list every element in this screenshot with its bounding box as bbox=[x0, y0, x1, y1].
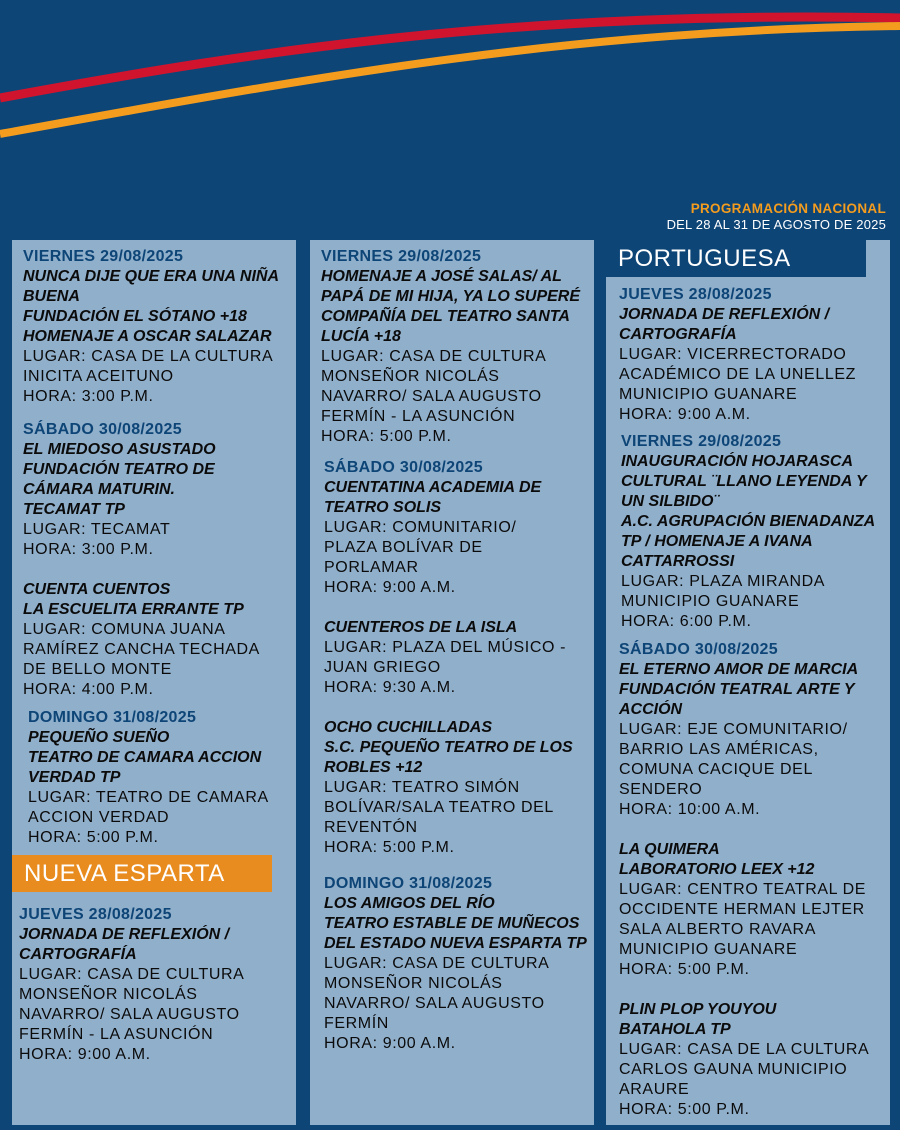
event-info-line: LUGAR: COMUNITARIO/ bbox=[324, 519, 517, 536]
event-item bbox=[23, 580, 260, 700]
event-title-line: ACCIÓN bbox=[619, 701, 683, 718]
event-title-line: HOMENAJE A JOSÉ SALAS/ AL bbox=[321, 268, 562, 285]
event-info-line: MONSEÑOR NICOLÁS bbox=[324, 975, 503, 992]
event-info-line: HORA: 5:00 P.M. bbox=[619, 1101, 750, 1118]
event-info-line: ACADÉMICO DE LA UNELLEZ bbox=[619, 366, 856, 383]
header bbox=[667, 201, 886, 232]
event-title-line: INAUGURACIÓN HOJARASCA bbox=[621, 453, 854, 470]
event-info-line: LUGAR: PLAZA MIRANDA bbox=[621, 573, 826, 590]
event-info-line: LUGAR: TEATRO SIMÓN bbox=[324, 779, 520, 796]
event-date: VIERNES 29/08/2025 bbox=[23, 248, 184, 265]
event-item bbox=[619, 285, 856, 425]
event-info-line: HORA: 5:00 P.M. bbox=[324, 839, 455, 856]
event-info-line: INICITA ACEITUNO bbox=[23, 368, 174, 385]
event-title-line: UN SILBIDO¨ bbox=[621, 493, 719, 510]
event-info-line: MONSEÑOR NICOLÁS bbox=[321, 368, 500, 385]
event-info-line: LUGAR: VICERRECTORADO bbox=[619, 346, 847, 363]
event-date: JUEVES 28/08/2025 bbox=[619, 286, 772, 303]
event-item bbox=[23, 247, 279, 407]
event-title-line: CUENTA CUENTOS bbox=[23, 581, 171, 598]
event-info-line: DE BELLO MONTE bbox=[23, 661, 172, 678]
event-title-line: CUENTATINA ACADEMIA DE bbox=[324, 479, 542, 496]
event-title-line: OCHO CUCHILLADAS bbox=[324, 719, 492, 736]
event-date: JUEVES 28/08/2025 bbox=[19, 906, 172, 923]
event-item bbox=[23, 420, 216, 560]
event-info-line: LUGAR: CASA DE LA CULTURA bbox=[619, 1041, 870, 1058]
event-info-line: FERMÍN - LA ASUNCIÓN bbox=[19, 1026, 214, 1043]
event-info-line: HORA: 9:30 A.M. bbox=[324, 679, 456, 696]
event-date: SÁBADO 30/08/2025 bbox=[23, 421, 182, 438]
event-info-line: RAMÍREZ CANCHA TECHADA bbox=[23, 641, 260, 658]
event-info-line: LUGAR: CENTRO TEATRAL DE bbox=[619, 881, 867, 898]
event-title-line: FUNDACIÓN EL SÓTANO +18 bbox=[23, 308, 247, 325]
event-title-line: FUNDACIÓN TEATRAL ARTE Y bbox=[619, 681, 855, 698]
event-info-line: HORA: 5:00 P.M. bbox=[619, 961, 750, 978]
event-title-line: LA QUIMERA bbox=[619, 841, 720, 858]
event-title-line: EL ETERNO AMOR DE MARCIA bbox=[619, 661, 859, 678]
event-info-line: NAVARRO/ SALA AUGUSTO bbox=[321, 388, 542, 405]
event-info-line: BARRIO LAS AMÉRICAS, bbox=[619, 741, 819, 758]
event-info-line: HORA: 9:00 A.M. bbox=[324, 1035, 456, 1052]
decorative-stripes bbox=[0, 0, 900, 160]
event-info-line: LUGAR: CASA DE CULTURA bbox=[19, 966, 245, 983]
event-item bbox=[324, 718, 573, 858]
event-title-line: A.C. AGRUPACIÓN BIENADANZA bbox=[621, 513, 876, 530]
event-title-line: TEATRO SOLIS bbox=[324, 499, 442, 516]
event-date: VIERNES 29/08/2025 bbox=[321, 248, 482, 265]
event-item bbox=[324, 618, 566, 698]
event-title-line: FUNDACIÓN TEATRO DE bbox=[23, 461, 215, 478]
event-item bbox=[619, 840, 866, 980]
event-item bbox=[324, 874, 587, 1054]
event-info-line: NAVARRO/ SALA AUGUSTO bbox=[324, 995, 545, 1012]
event-info-line: CARLOS GAUNA MUNICIPIO bbox=[619, 1061, 848, 1078]
event-info-line: LUGAR: CASA DE LA CULTURA bbox=[23, 348, 274, 365]
event-item bbox=[324, 458, 541, 598]
event-title-line: COMPAÑÍA DEL TEATRO SANTA bbox=[321, 308, 570, 325]
event-date: DOMINGO 31/08/2025 bbox=[324, 875, 493, 892]
event-title-line: JORNADA DE REFLEXIÓN / bbox=[19, 926, 230, 943]
event-title-line: DEL ESTADO NUEVA ESPARTA TP bbox=[324, 935, 587, 952]
event-item bbox=[619, 640, 858, 820]
event-info-line: PORLAMAR bbox=[324, 559, 419, 576]
event-title-line: LABORATORIO LEEX +12 bbox=[619, 861, 815, 878]
event-info-line: LUGAR: TECAMAT bbox=[23, 521, 171, 538]
event-title-line: ROBLES +12 bbox=[324, 759, 423, 776]
program-label: PROGRAMACIÓN NACIONAL bbox=[690, 201, 886, 216]
event-info-line: COMUNA CACIQUE DEL bbox=[619, 761, 813, 778]
event-title-line: CÁMARA MATURIN. bbox=[23, 481, 175, 498]
event-info-line: HORA: 3:00 P.M. bbox=[23, 541, 154, 558]
event-item bbox=[28, 708, 269, 848]
event-title-line: BATAHOLA TP bbox=[619, 1021, 731, 1038]
event-info-line: ACCION VERDAD bbox=[28, 809, 170, 826]
event-info-line: HORA: 5:00 P.M. bbox=[28, 829, 159, 846]
event-title-line: LOS AMIGOS DEL RÍO bbox=[324, 895, 495, 912]
event-title-line: LUCÍA +18 bbox=[321, 328, 401, 345]
event-info-line: PLAZA BOLÍVAR DE bbox=[324, 539, 483, 556]
event-info-line: OCCIDENTE HERMAN LEJTER bbox=[619, 901, 865, 918]
event-title-line: JORNADA DE REFLEXIÓN / bbox=[619, 306, 830, 323]
event-info-line: HORA: 4:00 P.M. bbox=[23, 681, 154, 698]
event-title-line: CULTURAL ¨LLANO LEYENDA Y bbox=[621, 473, 867, 490]
event-date: SÁBADO 30/08/2025 bbox=[324, 459, 483, 476]
event-title-line: CARTOGRAFÍA bbox=[19, 946, 137, 963]
event-info-line: HORA: 9:00 A.M. bbox=[619, 406, 751, 423]
event-info-line: NAVARRO/ SALA AUGUSTO bbox=[19, 1006, 240, 1023]
event-title-line: TEATRO ESTABLE DE MUÑECOS bbox=[324, 915, 580, 932]
event-title-line: BUENA bbox=[23, 288, 80, 305]
event-title-line: CATTARROSSI bbox=[621, 553, 735, 570]
date-range: DEL 28 AL 31 DE AGOSTO DE 2025 bbox=[666, 217, 886, 232]
event-info-line: ARAURE bbox=[619, 1081, 690, 1098]
event-info-line: HORA: 6:00 P.M. bbox=[621, 613, 752, 630]
section-label-nueva-esparta: NUEVA ESPARTA bbox=[12, 855, 272, 892]
event-item bbox=[321, 247, 580, 447]
event-title-line: PLIN PLOP YOUYOU bbox=[619, 1001, 777, 1018]
event-item bbox=[619, 1000, 869, 1120]
event-title-line: NUNCA DIJE QUE ERA UNA NIÑA bbox=[23, 268, 280, 285]
event-info-line: FERMÍN - LA ASUNCIÓN bbox=[321, 408, 516, 425]
event-title-line: TP / HOMENAJE A IVANA bbox=[621, 533, 813, 550]
section-label-portuguesa: PORTUGUESA bbox=[606, 240, 866, 277]
event-title-line: PEQUEÑO SUEÑO bbox=[28, 729, 170, 746]
event-item bbox=[621, 432, 875, 632]
event-info-line: LUGAR: COMUNA JUANA bbox=[23, 621, 226, 638]
event-title-line: PAPÁ DE MI HIJA, YA LO SUPERÉ bbox=[321, 288, 581, 305]
event-info-line: LUGAR: CASA DE CULTURA bbox=[324, 955, 550, 972]
event-title-line: LA ESCUELITA ERRANTE TP bbox=[23, 601, 244, 618]
event-date: SÁBADO 30/08/2025 bbox=[619, 641, 778, 658]
event-item bbox=[19, 905, 244, 1065]
event-info-line: SENDERO bbox=[619, 781, 703, 798]
event-date: VIERNES 29/08/2025 bbox=[621, 433, 782, 450]
event-info-line: MONSEÑOR NICOLÁS bbox=[19, 986, 198, 1003]
event-info-line: MUNICIPIO GUANARE bbox=[621, 593, 800, 610]
event-info-line: MUNICIPIO GUANARE bbox=[619, 386, 798, 403]
event-title-line: EL MIEDOSO ASUSTADO bbox=[23, 441, 216, 458]
event-title-line: VERDAD TP bbox=[28, 769, 121, 786]
event-info-line: LUGAR: CASA DE CULTURA bbox=[321, 348, 547, 365]
event-title-line: S.C. PEQUEÑO TEATRO DE LOS bbox=[324, 739, 573, 756]
event-title-line: HOMENAJE A OSCAR SALAZAR bbox=[23, 328, 272, 345]
event-title-line: CUENTEROS DE LA ISLA bbox=[324, 619, 518, 636]
event-info-line: LUGAR: PLAZA DEL MÚSICO - bbox=[324, 639, 567, 656]
event-info-line: HORA: 9:00 A.M. bbox=[324, 579, 456, 596]
event-info-line: HORA: 3:00 P.M. bbox=[23, 388, 154, 405]
event-info-line: SALA ALBERTO RAVARA bbox=[619, 921, 816, 938]
event-info-line: HORA: 10:00 A.M. bbox=[619, 801, 761, 818]
event-info-line: MUNICIPIO GUANARE bbox=[619, 941, 798, 958]
event-info-line: BOLÍVAR/SALA TEATRO DEL bbox=[324, 799, 554, 816]
event-info-line: LUGAR: EJE COMUNITARIO/ bbox=[619, 721, 848, 738]
event-title-line: CARTOGRAFÍA bbox=[619, 326, 737, 343]
event-info-line: REVENTÓN bbox=[324, 819, 418, 836]
event-title-line: TEATRO DE CAMARA ACCION bbox=[28, 749, 262, 766]
event-title-line: TECAMAT TP bbox=[23, 501, 125, 518]
event-info-line: JUAN GRIEGO bbox=[324, 659, 441, 676]
event-info-line: FERMÍN bbox=[324, 1015, 389, 1032]
event-info-line: HORA: 5:00 P.M. bbox=[321, 428, 452, 445]
event-info-line: HORA: 9:00 A.M. bbox=[19, 1046, 151, 1063]
event-date: DOMINGO 31/08/2025 bbox=[28, 709, 197, 726]
event-info-line: LUGAR: TEATRO DE CAMARA bbox=[28, 789, 269, 806]
